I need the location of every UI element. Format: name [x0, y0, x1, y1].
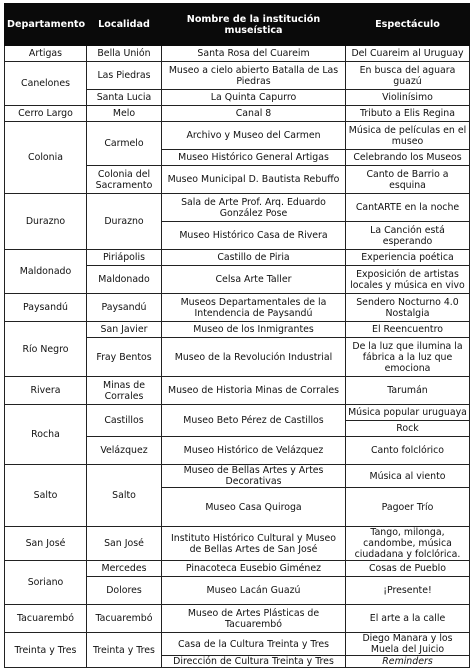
- table-row: [5, 527, 470, 561]
- cell-institucion: Museo de Bellas Artes y Artes Decorativas: [162, 465, 346, 488]
- cell-espectaculo: Exposición de artistas locales y música en vivo: [346, 266, 470, 294]
- cell-espectaculo: Reminders: [346, 656, 470, 668]
- cell-departamento: Rivera: [5, 377, 87, 405]
- cell-localidad: Santa Lucia: [87, 90, 162, 106]
- cell-institucion: Dirección de Cultura Treinta y Tres: [162, 656, 346, 668]
- cell-departamento: Durazno: [5, 194, 87, 250]
- cell-espectaculo: Canto folclórico: [346, 437, 470, 465]
- cell-localidad: Paysandú: [87, 294, 162, 322]
- cell-departamento: Maldonado: [5, 250, 87, 294]
- header-departamento: Departamento: [5, 4, 87, 46]
- cell-espectaculo: Tributo a Elis Regina: [346, 106, 470, 122]
- cell-localidad: Treinta y Tres: [87, 633, 162, 668]
- cell-departamento: Cerro Largo: [5, 106, 87, 122]
- table-row: [5, 122, 470, 150]
- cell-institucion: La Quinta Capurro: [162, 90, 346, 106]
- table-row: [5, 322, 470, 338]
- table-row: [5, 250, 470, 266]
- cell-espectaculo: Música al viento: [346, 465, 470, 488]
- cell-espectaculo: Del Cuareim al Uruguay: [346, 46, 470, 62]
- cell-institucion: Museo Beto Pérez de Castillos: [162, 405, 346, 437]
- cell-institucion: Museo Lacán Guazú: [162, 577, 346, 605]
- cell-localidad: Velázquez: [87, 437, 162, 465]
- cell-institucion: Canal 8: [162, 106, 346, 122]
- cell-localidad: Salto: [87, 465, 162, 527]
- table-row: [5, 605, 470, 633]
- cell-espectaculo: Celebrando los Museos: [346, 150, 470, 166]
- cell-localidad: Dolores: [87, 577, 162, 605]
- cell-espectaculo: Pagoer Trío: [346, 488, 470, 527]
- cell-localidad: Carmelo: [87, 122, 162, 166]
- cell-localidad: Colonia del Sacramento: [87, 166, 162, 194]
- cell-localidad: Melo: [87, 106, 162, 122]
- cell-espectaculo: Música popular uruguaya: [346, 405, 470, 421]
- cell-espectaculo: Diego Manara y los Muela del Juicio: [346, 633, 470, 656]
- cell-espectaculo: Música de películas en el museo: [346, 122, 470, 150]
- header-row: [5, 4, 470, 46]
- cell-espectaculo: Sendero Nocturno 4.0 Nostalgia: [346, 294, 470, 322]
- table-row: [5, 62, 470, 90]
- cell-institucion: Museo de los Inmigrantes: [162, 322, 346, 338]
- header-localidad: Localidad: [87, 4, 162, 46]
- cell-espectaculo: ¡Presente!: [346, 577, 470, 605]
- cell-espectaculo: Canto de Barrio a esquina: [346, 166, 470, 194]
- cell-localidad: Tacuarembó: [87, 605, 162, 633]
- cell-localidad: Piriápolis: [87, 250, 162, 266]
- cell-departamento: Rocha: [5, 405, 87, 465]
- museum-events-table: [4, 3, 470, 668]
- cell-institucion: Casa de la Cultura Treinta y Tres: [162, 633, 346, 656]
- header-institucion: Nombre de la institución museística: [162, 4, 346, 46]
- cell-institucion: Museo Histórico General Artigas: [162, 150, 346, 166]
- cell-espectaculo: El Reencuentro: [346, 322, 470, 338]
- cell-espectaculo: De la luz que ilumina la fábrica a la luz que emociona: [346, 338, 470, 377]
- table-row: [5, 465, 470, 488]
- cell-localidad: Bella Unión: [87, 46, 162, 62]
- cell-institucion: Sala de Arte Prof. Arq. Eduardo González Pose: [162, 194, 346, 222]
- cell-espectaculo: Rock: [346, 421, 470, 437]
- table-body: [5, 46, 470, 668]
- cell-institucion: Castillo de Piria: [162, 250, 346, 266]
- cell-departamento: Salto: [5, 465, 87, 527]
- cell-localidad: San José: [87, 527, 162, 561]
- cell-institucion: Santa Rosa del Cuareim: [162, 46, 346, 62]
- cell-localidad: Minas de Corrales: [87, 377, 162, 405]
- cell-institucion: Museo Histórico Casa de Rivera: [162, 222, 346, 250]
- cell-departamento: Artigas: [5, 46, 87, 62]
- cell-espectaculo: CantARTE en la noche: [346, 194, 470, 222]
- cell-espectaculo: Tango, milonga, candombe, música ciudadana y folclórica.: [346, 527, 470, 561]
- cell-localidad: Fray Bentos: [87, 338, 162, 377]
- table-row: [5, 194, 470, 222]
- cell-institucion: Museos Departamentales de la Intendencia de Paysandú: [162, 294, 346, 322]
- cell-espectaculo: En busca del aguara guazú: [346, 62, 470, 90]
- cell-departamento: Treinta y Tres: [5, 633, 87, 668]
- cell-institucion: Pinacoteca Eusebio Giménez: [162, 561, 346, 577]
- cell-institucion: Museo de Artes Plásticas de Tacuarembó: [162, 605, 346, 633]
- cell-departamento: Paysandú: [5, 294, 87, 322]
- cell-espectaculo: Tarumán: [346, 377, 470, 405]
- cell-departamento: Soriano: [5, 561, 87, 605]
- table-row: [5, 405, 470, 421]
- table-row: [5, 106, 470, 122]
- cell-localidad: Castillos: [87, 405, 162, 437]
- cell-espectaculo: El arte a la calle: [346, 605, 470, 633]
- cell-localidad: Mercedes: [87, 561, 162, 577]
- cell-localidad: Durazno: [87, 194, 162, 250]
- cell-departamento: Río Negro: [5, 322, 87, 377]
- cell-institucion: Museo Casa Quiroga: [162, 488, 346, 527]
- cell-institucion: Museo Municipal D. Bautista Rebuffo: [162, 166, 346, 194]
- cell-institucion: Museo de Historia Minas de Corrales: [162, 377, 346, 405]
- cell-localidad: Las Piedras: [87, 62, 162, 90]
- cell-espectaculo: Violinísimo: [346, 90, 470, 106]
- cell-institucion: Museo a cielo abierto Batalla de Las Piedras: [162, 62, 346, 90]
- cell-institucion: Celsa Arte Taller: [162, 266, 346, 294]
- cell-departamento: Canelones: [5, 62, 87, 106]
- cell-institucion: Instituto Histórico Cultural y Museo de Bellas Artes de San José: [162, 527, 346, 561]
- cell-localidad: Maldonado: [87, 266, 162, 294]
- cell-departamento: Tacuarembó: [5, 605, 87, 633]
- table-row: [5, 294, 470, 322]
- cell-institucion: Archivo y Museo del Carmen: [162, 122, 346, 150]
- cell-espectaculo: Cosas de Pueblo: [346, 561, 470, 577]
- cell-institucion: Museo Histórico de Velázquez: [162, 437, 346, 465]
- cell-espectaculo: La Canción está esperando: [346, 222, 470, 250]
- table-row: [5, 561, 470, 577]
- cell-espectaculo: Experiencia poética: [346, 250, 470, 266]
- cell-departamento: San José: [5, 527, 87, 561]
- cell-localidad: San Javier: [87, 322, 162, 338]
- cell-institucion: Museo de la Revolución Industrial: [162, 338, 346, 377]
- cell-departamento: Colonia: [5, 122, 87, 194]
- table-row: [5, 633, 470, 656]
- header-espectaculo: Espectáculo: [346, 4, 470, 46]
- table-row: [5, 46, 470, 62]
- table-row: [5, 377, 470, 405]
